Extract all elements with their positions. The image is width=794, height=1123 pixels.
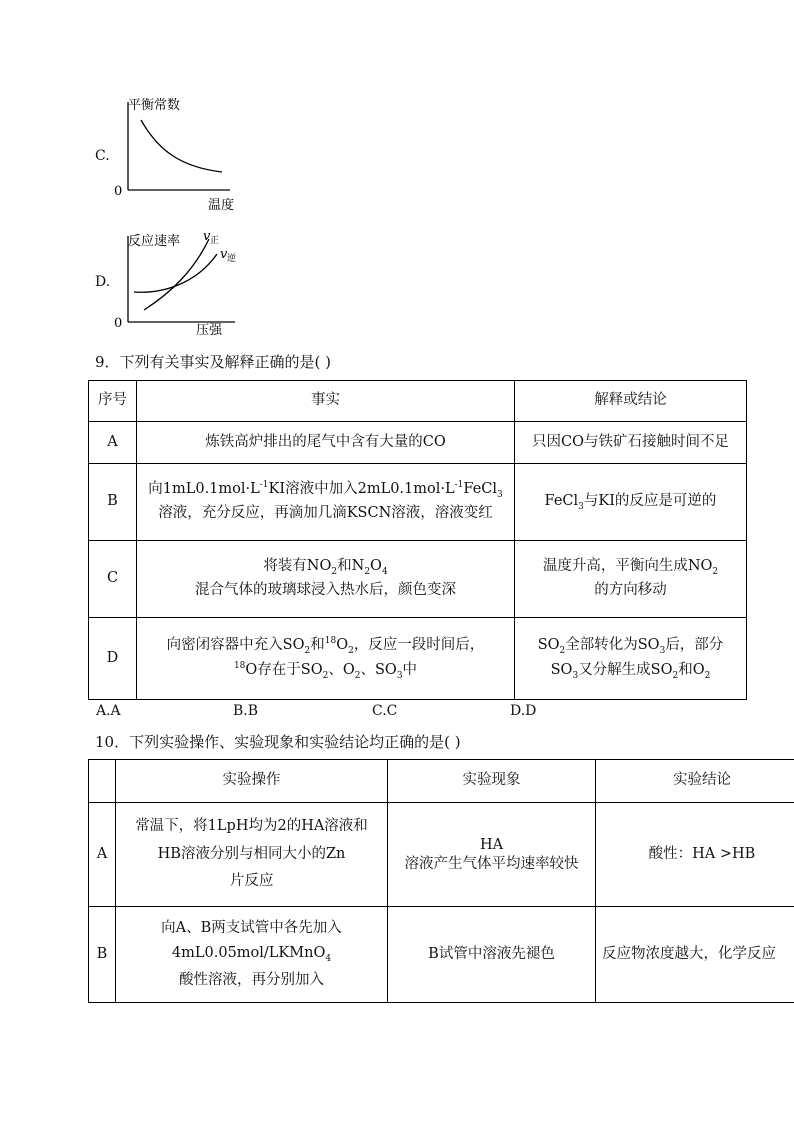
q9-header-conclusion: 解释或结论 <box>515 381 747 422</box>
q9-row-b-fact-line1: 向$1mL0.1mol\cdot L^{-1}KI$溶液中加入$2mL0.1mol\cdot L^{-1}FeCl_3$ <box>148 479 503 500</box>
q10-header-phenomenon: 实验现象 <box>388 760 596 803</box>
q10-title: 10．下列实验操作、实验现象和实验结论均正确的是( ) <box>95 733 461 751</box>
graph-d-curve-reverse <box>134 254 217 292</box>
q9-row-d-conclusion-line1: $SO_2$全部转化为$SO_3$后，部分 <box>537 636 724 656</box>
q10-row-a-ph-line1: HA <box>479 836 504 853</box>
q9-row-c-fact-line2: 混合气体的玻璃球浸入热水后，颜色变深 <box>195 582 456 599</box>
q10-row-b-operation <box>116 907 388 1003</box>
q10-row-a-id: A <box>89 803 116 907</box>
q9-row-c-fact-line1: 将装有$NO_2$和$N_2O_4$ <box>263 557 388 577</box>
q10-table <box>88 759 794 1003</box>
q9-row-d-fact-line2: $^{18}$O存在于$SO_2$、$O_2$、$SO_3$中 <box>233 660 418 681</box>
graph-c-xlabel: 温度 <box>208 198 235 213</box>
q10-row-b-op-line2: 4mL0.05mol/LKMnO$_4$ <box>171 945 332 965</box>
q10-row-a-op-line3: 片反应 <box>230 873 274 890</box>
q9-header-fact: 事实 <box>137 381 515 422</box>
q9-row-d-id: D <box>89 618 137 700</box>
q9-row-d-fact <box>137 618 515 700</box>
q9-row-d <box>89 618 747 700</box>
graph-d-reaction-rate-vs-pressure <box>110 226 260 340</box>
q9-row-c-fact <box>137 541 515 618</box>
q9-row-c-conclusion <box>515 541 747 618</box>
q9-row-b-fact-line2: 溶液，充分反应，再滴加几滴KSCN溶液，溶液变红 <box>158 505 493 522</box>
q9-header-row <box>89 381 747 422</box>
q10-row-a <box>89 803 794 907</box>
q9-title: 9．下列有关事实及解释正确的是( ) <box>95 353 332 371</box>
graph-d-ylabel: 反应速率 <box>128 234 181 249</box>
q10-row-a-op-line2: HB溶液分别与相同大小的Zn <box>157 845 346 862</box>
q10-row-a-operation <box>116 803 388 907</box>
graph-d-v-forward: v <box>203 229 211 244</box>
q9-row-c <box>89 541 747 618</box>
graph-c-equilibrium-constant-vs-temperature <box>110 92 260 217</box>
q9-row-c-conclusion-line2: 的方向移动 <box>594 582 667 599</box>
graph-d-v-reverse-sub: 逆 <box>227 254 237 264</box>
q10-row-a-ph-line2: 溶液产生气体平均速率较快 <box>404 855 579 872</box>
q9-row-b-conclusion: FeCl$_3$与KI的反应是可逆的 <box>515 464 747 541</box>
q9-row-a-conclusion: 只因CO与铁矿石接触时间不足 <box>515 422 747 464</box>
q10-row-b-op-line1: 向A、B两支试管中各先加入 <box>161 919 342 936</box>
q10-header-row <box>89 760 794 803</box>
q9-header-id: 序号 <box>89 381 137 422</box>
graph-c-curve <box>141 120 222 172</box>
q9-row-a <box>89 422 747 464</box>
q9-table <box>88 380 747 700</box>
graph-c-ylabel: 平衡常数 <box>128 98 181 113</box>
q10-row-b <box>89 907 794 1003</box>
q10-row-a-conclusion: 酸性：HA >HB <box>596 803 794 907</box>
graph-c-origin: 0 <box>114 184 123 199</box>
q10-row-a-phenomenon <box>388 803 596 907</box>
graph-d-v-reverse: v <box>220 247 228 262</box>
option-d-label: D. <box>95 274 111 290</box>
q9-row-d-fact-line1: 向密闭容器中充入$SO_2$和$^{18}O_2$，反应一段时间后， <box>166 635 485 656</box>
graph-d-xlabel: 压强 <box>196 323 223 338</box>
q9-row-b-id: B <box>89 464 137 541</box>
q9-row-b <box>89 464 747 541</box>
q9-row-d-conclusion-line2: $SO_3$又分解生成$SO_2$和$O_2$ <box>550 661 711 681</box>
q9-row-a-fact: 炼铁高炉排出的尾气中含有大量的CO <box>137 422 515 464</box>
q9-choice-d[interactable]: D.D <box>510 703 537 719</box>
graph-d-v-forward-sub: 正 <box>210 236 220 246</box>
q9-row-b-fact <box>137 464 515 541</box>
q10-row-a-op-line1: 常温下，将1LpH均为2的HA溶液和 <box>135 818 368 835</box>
q10-header-id <box>89 760 116 803</box>
graph-d-curve-forward <box>144 239 209 310</box>
q9-row-c-conclusion-line1: 温度升高，平衡向生成$NO_2$ <box>542 557 719 577</box>
graph-d-origin: 0 <box>114 316 123 331</box>
q10-header-conclusion: 实验结论 <box>596 760 794 803</box>
q10-row-b-id: B <box>89 907 116 1003</box>
q9-choice-a[interactable]: A.A <box>96 703 121 719</box>
q10-row-b-conclusion: 反应物浓度越大，化学反应 <box>596 907 794 1003</box>
q9-row-a-id: A <box>89 422 137 464</box>
q9-row-d-conclusion <box>515 618 747 700</box>
q9-row-c-id: C <box>89 541 137 618</box>
q9-choice-b[interactable]: B.B <box>233 703 259 719</box>
q10-row-b-phenomenon: B试管中溶液先褪色 <box>388 907 596 1003</box>
q10-header-operation: 实验操作 <box>116 760 388 803</box>
option-c-label: C. <box>95 148 110 164</box>
q10-row-b-op-line3: 酸性溶液，再分别加入 <box>179 971 324 988</box>
q9-choice-c[interactable]: C.C <box>372 703 398 719</box>
